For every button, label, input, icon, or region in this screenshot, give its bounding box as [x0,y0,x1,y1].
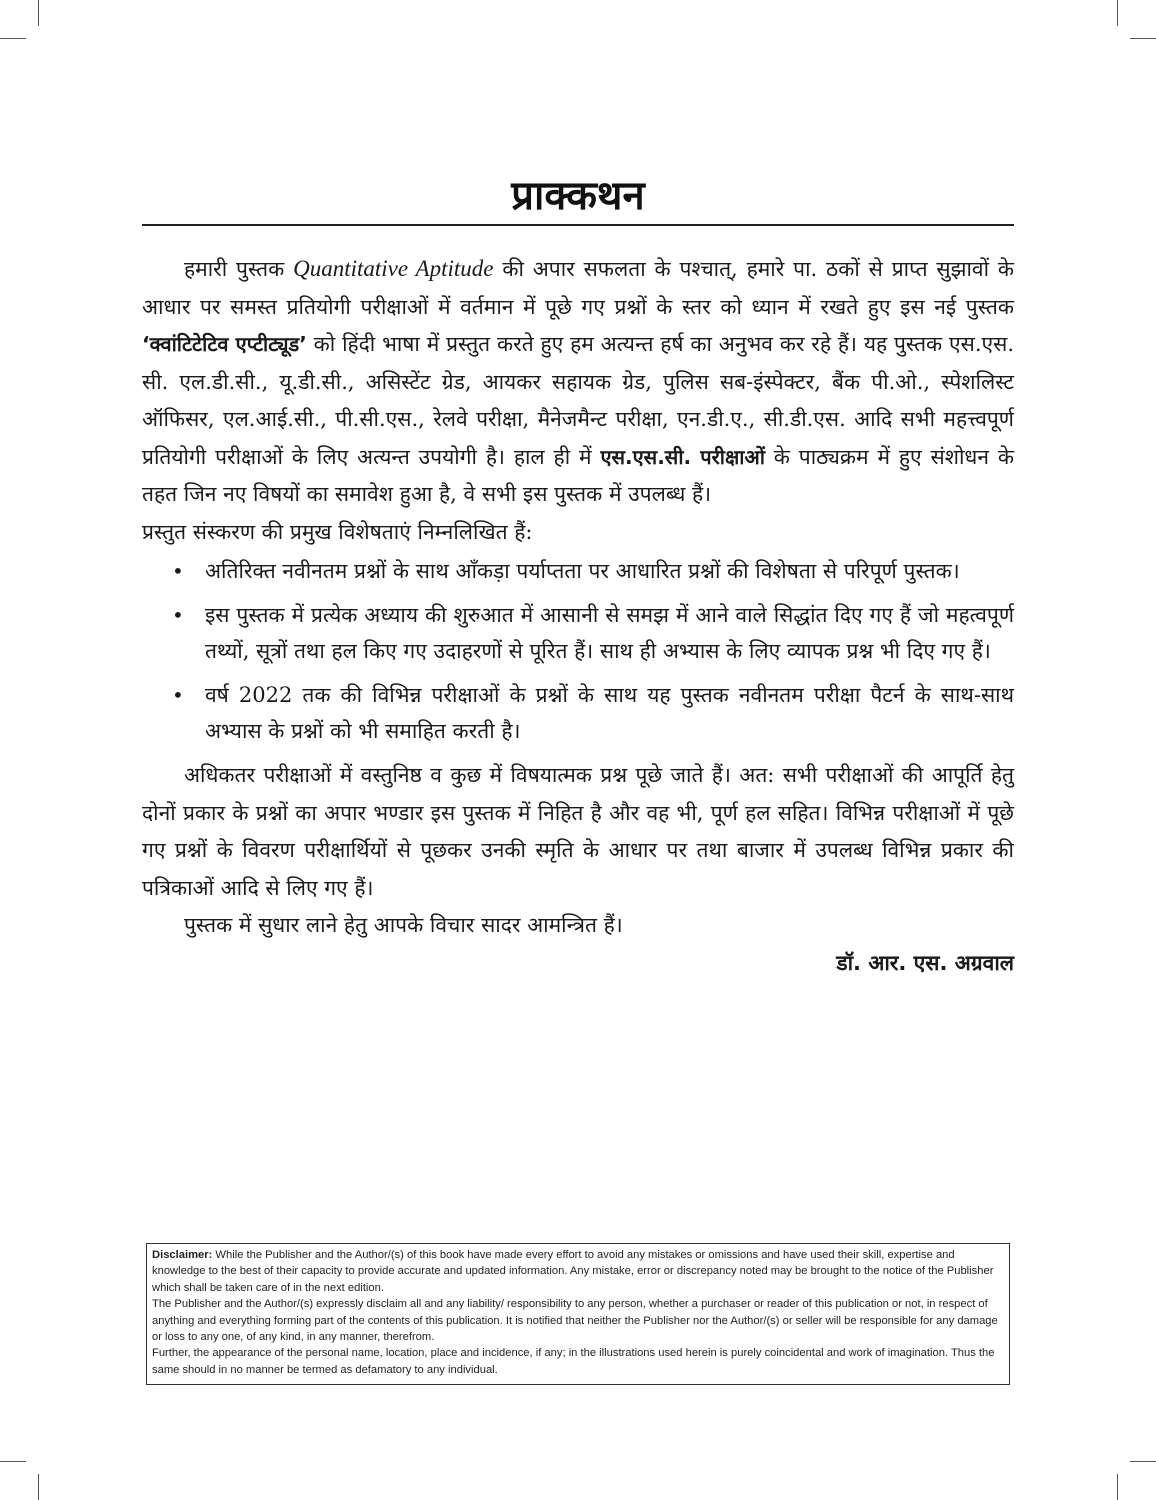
ssc-exams-bold: एस.एस.सी. परीक्षाओं [600,444,765,469]
book-title-english: Quantitative Aptitude [293,256,494,281]
preface-body [142,250,1014,982]
crop-mark-bottom-right-h [1130,1461,1156,1462]
disclaimer-paragraph-1 [152,1247,1002,1296]
intro-text-2: की अपार सफलता के पश्चात्, हमारे पा. ठकों से प्राप्त सुझावों के आधार पर समस्त प्रतियोगी परीक्षाओं में वर्तमान में पूछे गए प्रश्नों के स्तर को ध्यान में रखते हुए इस नई पुस्तक [142,257,1014,319]
features-heading: प्रस्तुत संस्करण की प्रमुख विशेषताएं निम्नलिखित हैं: [142,519,533,544]
disclaimer-paragraph-2: The Publisher and the Author/(s) expressly disclaim all and any liability/ responsibility to any person, whether a purchaser or reader of this publication or not, in respect of anything and everything forming part of the contents of this publication. It is notified that neither the Publisher nor the Author/(s) or seller will be responsible for any damage or loss to any one, of any kind, in any manner, therefrom. [152,1298,998,1344]
intro-text-1: हमारी पुस्तक [184,257,294,281]
features-list [142,553,1014,749]
title-underline [142,224,1014,226]
page-title: प्राक्कथन [511,173,645,219]
crop-mark-bottom-left-h [0,1461,26,1462]
list-item [172,677,1014,749]
crop-mark-top-right-h [1130,38,1156,39]
crop-mark-top-right-v [1117,0,1118,26]
questions-paragraph: अधिकतर परीक्षाओं में वस्तुनिष्ठ व कुछ में विषयात्मक प्रश्न पूछे जाते हैं। अत: सभी परीक्षाओं की आपूर्ति हेतु दोनों प्रकार के प्रश्नों का अपार भण्डार इस पुस्तक में निहित है और वह भी, पूर्ण हल सहित। विभिन्न परीक्षाओं में पूछे गए प्रश्नों के विवरण परीक्षार्थियों से पूछकर उनकी स्मृति के आधार पर तथा बाजार में उपलब्ध विभिन्न प्रकार की पत्रिकाओं आदि से लिए गए हैं। [142,763,1014,900]
crop-mark-bottom-left-v [38,1474,39,1500]
list-item [172,553,1014,589]
list-item [172,597,1014,669]
intro-text-3: को हिंदी भाषा में प्रस्तुत करते हुए हम अत्यन्त हर्ष का अनुभव कर रहे हैं। यह पुस्तक एस.एस. सी. एल.डी.सी., यू.डी.सी., असिस्टेंट ग्रेड, आयकर सहायक ग्रेड, पुलिस सब-इंस्पेक्टर, बैंक पी.ओ., स्पेशलिस्ट ऑफिसर, एल.आई.सी., पी.सी.एस., रेलवे परीक्षा, मैनेजमैन्ट परीक्षा, एन.डी.ए., सी.डी.एस. आदि सभी महत्त्वपूर्ण प्रतियोगी परीक्षाओं के लिए अत्यन्त उपयोगी है। हाल ही में [142,332,1014,469]
bullet-icon: • [172,683,184,707]
intro-text-4: के पाठ्यक्रम में हुए संशोधन के तहत जिन नए विषयों का समावेश हुआ है, वे सभी इस पुस्तक में उपलब्ध हैं। [142,444,1014,506]
disclaimer-text-1: While the Publisher and the Author/(s) of this book have made every effort to avoid any mistakes or omissions and have used their skill, expertise and knowledge to the best of their capacity to provide accurate and updated information. Any mistake, error or discrepancy noted may be brought to the notice of the Publisher which shall be taken care of in the next edition. [152,1249,994,1294]
disclaimer-label: Disclaimer: [152,1249,213,1261]
intro-paragraph [142,250,1014,514]
feature-text: अतिरिक्त नवीनतम प्रश्नों के साथ आँकड़ा पर्याप्तता पर आधारित प्रश्नों की विशेषता से परिपूर्ण पुस्तक। [205,559,960,583]
bullet-icon: • [172,559,184,583]
crop-mark-top-left-v [38,0,39,26]
crop-mark-top-left-h [0,38,26,39]
disclaimer-box [146,1243,1010,1385]
book-title-hindi: ‘क्वांटिटेटिव एप्टीट्यूड’ [142,332,307,356]
disclaimer-paragraph-3: Further, the appearance of the personal name, location, place and incidence, if any; in the illustrations used herein is purely coincidental and work of imagination. Thus the same should in no manner be termed as defamatory to any individual. [152,1347,995,1376]
feature-text: वर्ष 2022 तक की विभिन्न परीक्षाओं के प्रश्नों के साथ यह पुस्तक नवीनतम परीक्षा पैटर्न के साथ-साथ अभ्यास के प्रश्नों को भी समाहित करती है। [205,683,1014,743]
feature-text: इस पुस्तक में प्रत्येक अध्याय की शुरुआत में आसानी से समझ में आने वाले सिद्धांत दिए गए हैं जो महत्वपूर्ण तथ्यों, सूत्रों तथा हल किए गए उदाहरणों से पूरित हैं। साथ ही अभ्यास के लिए व्यापक प्रश्न भी दिए गए हैं। [205,603,1014,663]
crop-mark-bottom-right-v [1117,1474,1118,1500]
bullet-icon: • [172,603,184,627]
suggestions-paragraph: पुस्तक में सुधार लाने हेतु आपके विचार सादर आमन्त्रित हैं। [184,913,623,937]
author-signature: डॉ. आर. एस. अग्रवाल [836,950,1014,975]
